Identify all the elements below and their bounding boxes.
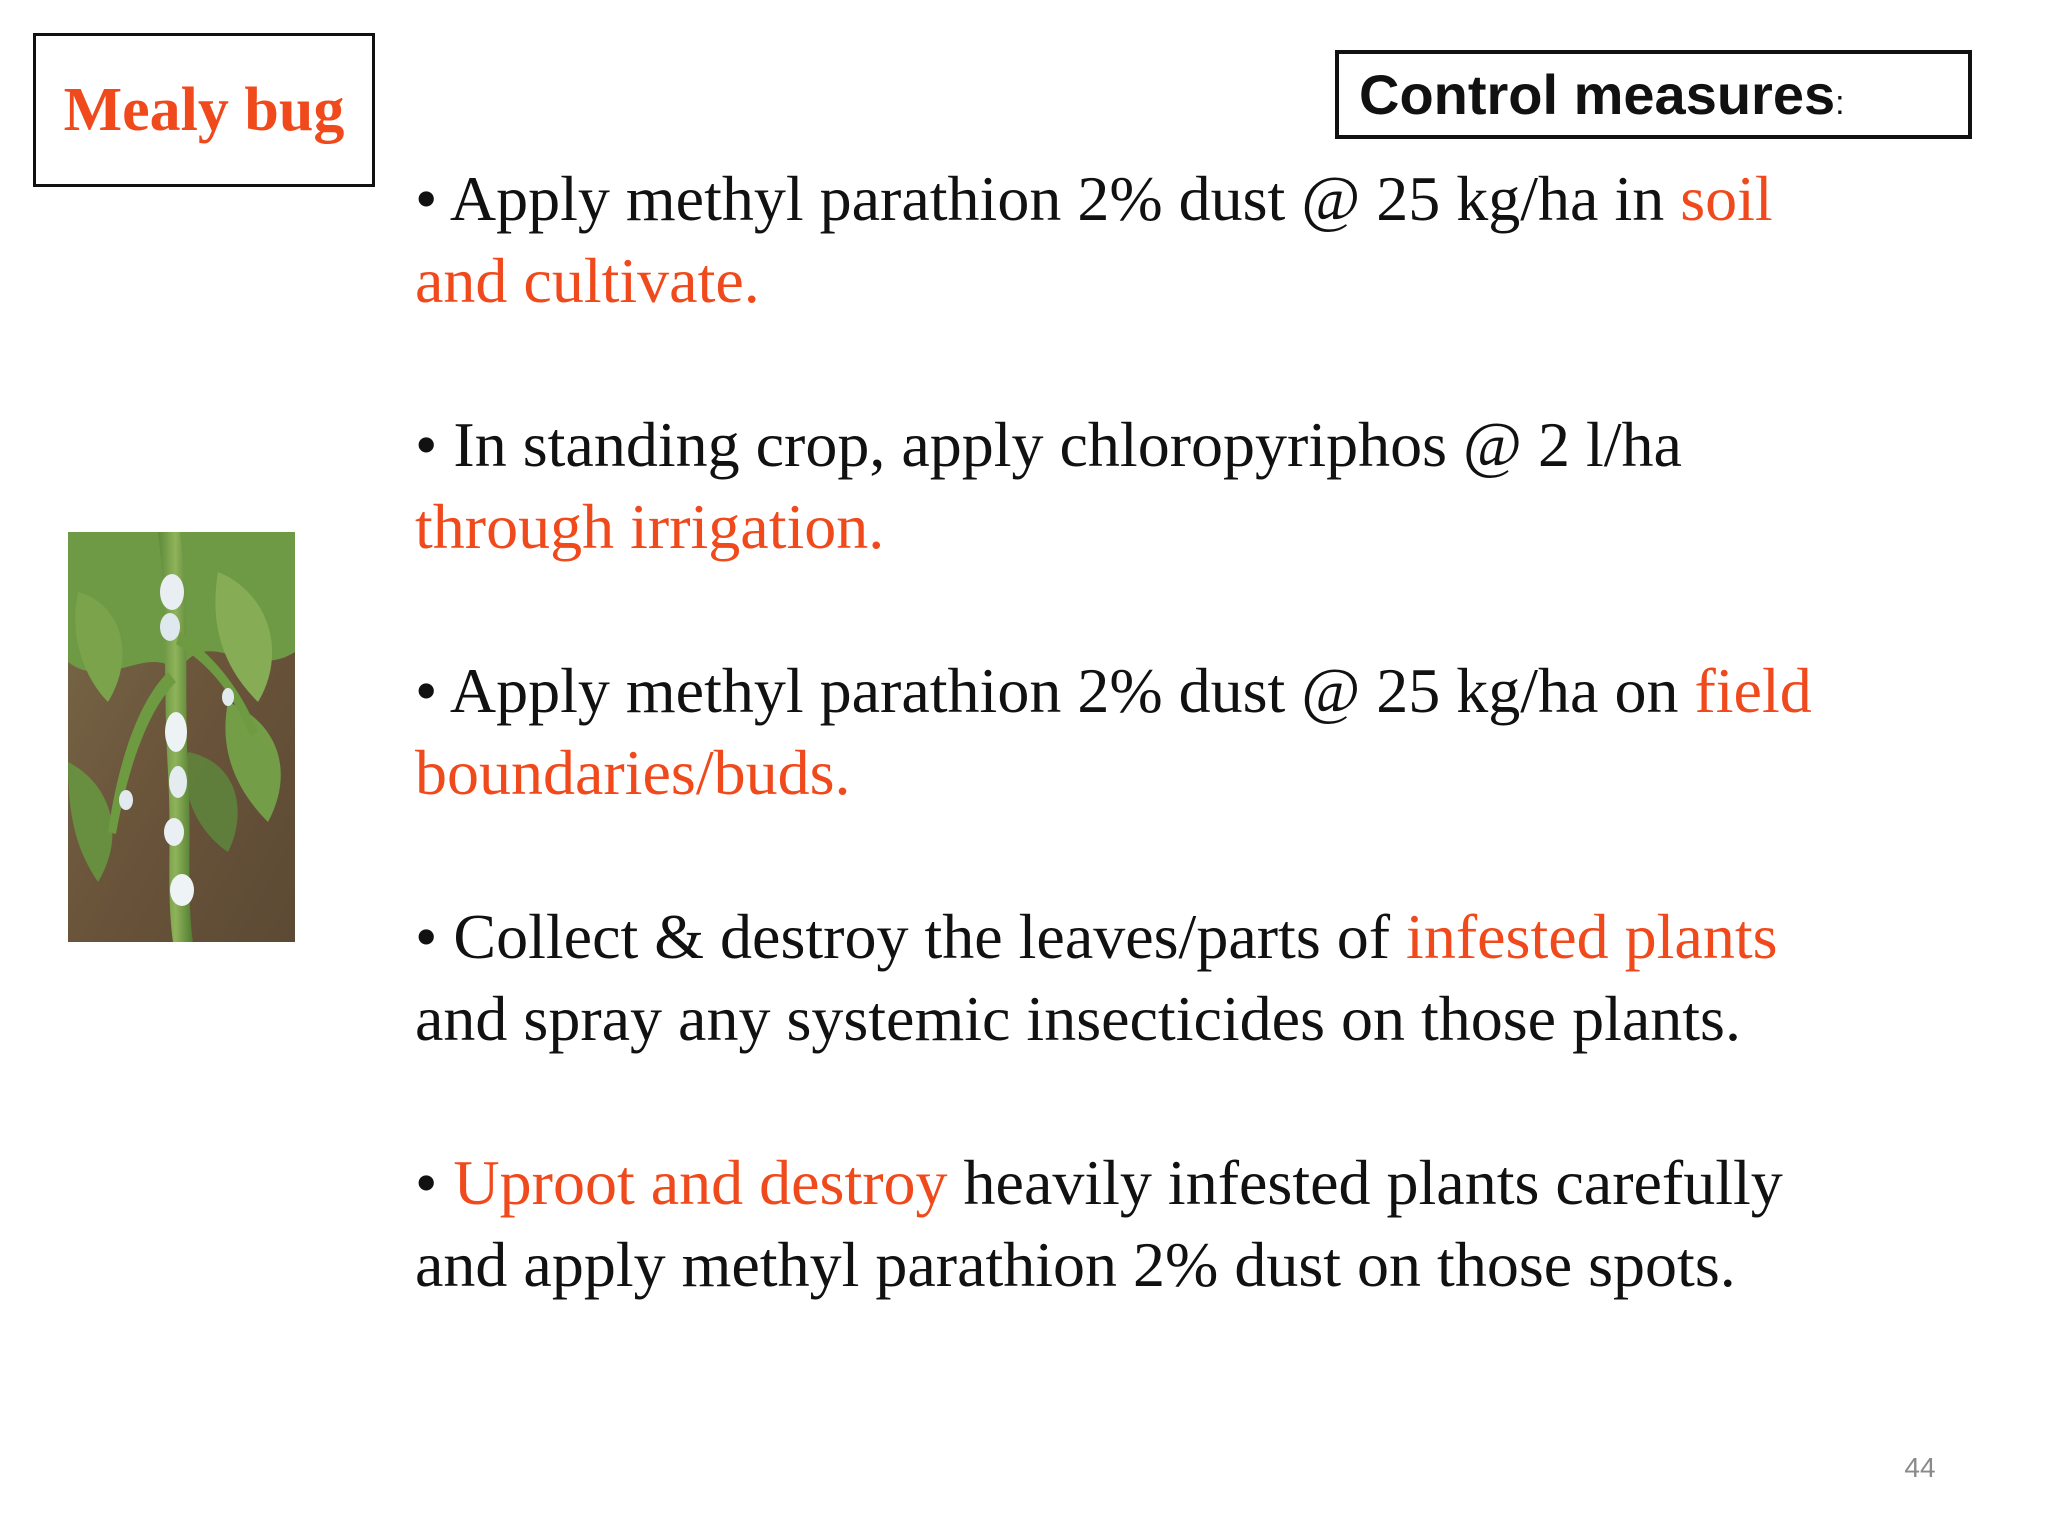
bullet-highlight: field xyxy=(1694,655,1812,726)
bullet-marker: • xyxy=(415,1147,454,1218)
list-item xyxy=(415,158,1975,322)
bullet-line xyxy=(415,978,1975,1060)
bullet-text: and apply methyl parathion 2% dust on those spots. xyxy=(415,1229,1736,1300)
bullet-line xyxy=(415,896,1975,978)
bullet-line xyxy=(415,486,1975,568)
bullet-text: and spray any systemic insecticides on those plants. xyxy=(415,983,1741,1054)
bullet-line xyxy=(415,1142,1975,1224)
bullet-line xyxy=(415,732,1975,814)
bullet-highlight: and cultivate. xyxy=(415,245,760,316)
bullet-highlight: soil xyxy=(1680,163,1773,234)
bullet-text: • Apply methyl parathion 2% dust @ 25 kg/ha on xyxy=(415,655,1695,726)
bullet-line xyxy=(415,650,1975,732)
bullet-line xyxy=(415,1224,1975,1306)
control-measures-box xyxy=(1335,50,1972,139)
bullet-highlight: Uproot and destroy xyxy=(453,1147,948,1218)
bullet-line xyxy=(415,240,1975,322)
bullet-text: • Collect & destroy the leaves/parts of xyxy=(415,901,1407,972)
bullet-highlight: through irrigation. xyxy=(415,491,885,562)
list-item xyxy=(415,896,1975,1060)
title-box xyxy=(33,33,375,187)
mealy-bug-photo-illustration xyxy=(68,532,295,942)
mealy-bug-photo xyxy=(68,532,295,942)
bullet-text: heavily infested plants carefully xyxy=(947,1147,1783,1218)
control-measures-colon: : xyxy=(1835,84,1845,122)
bullet-highlight: boundaries/buds. xyxy=(415,737,851,808)
bullet-line xyxy=(415,404,1975,486)
list-item xyxy=(415,1142,1975,1306)
list-item xyxy=(415,404,1975,568)
bullet-highlight: infested plants xyxy=(1406,901,1778,972)
list-item xyxy=(415,650,1975,814)
bullet-text: • Apply methyl parathion 2% dust @ 25 kg/ha in xyxy=(415,163,1681,234)
control-measures-list xyxy=(415,158,1975,1388)
control-measures-label: Control measures xyxy=(1359,63,1836,126)
control-measures-heading xyxy=(1359,62,1845,127)
bullet-line xyxy=(415,158,1975,240)
slide-title: Mealy bug xyxy=(63,75,345,144)
bullet-text: • In standing crop, apply chloropyriphos @ 2 l/ha xyxy=(415,409,1682,480)
page-number: 44 xyxy=(1904,1452,1936,1483)
